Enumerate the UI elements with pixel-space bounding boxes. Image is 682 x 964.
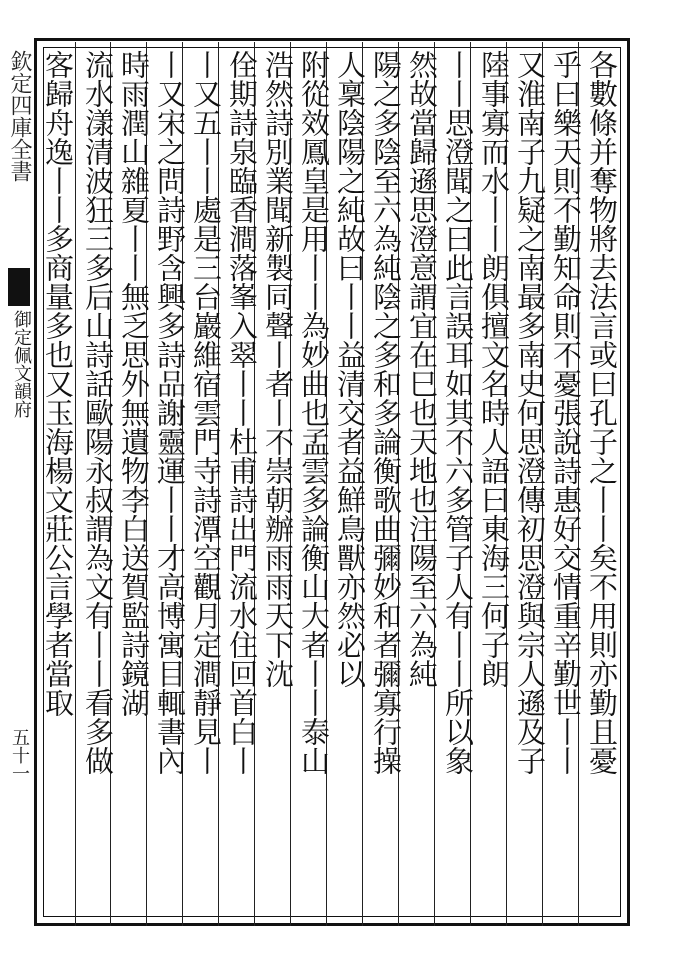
text-column-16: 客歸舟逸丨丨多商量多也又玉海楊文莊公言學者當取	[41, 50, 75, 717]
text-column-2: 乎曰樂天則不勤知命則不憂張說詩惠好交情重辛勤世丨丨	[549, 50, 583, 775]
page-number: 五十一	[9, 728, 30, 782]
text-column-15: 流水漾清波狂三多后山詩話歐陽永叔謂為文有丨丨看多做	[81, 50, 115, 775]
column-rule	[75, 42, 76, 926]
fish-tail-mark	[8, 268, 30, 306]
text-column-6: 然故當歸遜思澄意謂宜在巳也天地也注陽至六為純	[405, 50, 439, 688]
text-column-9: 附從效鳳皇是用丨丨為妙曲也孟雲多論衡山大者丨丨泰山	[297, 50, 331, 775]
text-column-10: 浩然詩別業聞新製同聲丨者丨不崇朝辦雨雨天下沈	[261, 50, 295, 688]
text-column-5: 丨丨思澄聞之曰此言誤耳如其不六多管子人有丨丨所以象	[441, 50, 475, 775]
text-column-1: 各數條并奪物將去法言或曰孔子之丨丨矣不用則亦勤且憂	[585, 50, 619, 775]
text-column-7: 陽之多陰至六為純陰之多和多論衡歌曲彌妙和者彌寡行操	[369, 50, 403, 775]
text-column-8: 人稟陰陽之純故曰丨丨益清交者益鮮鳥獸亦然必以	[333, 50, 367, 688]
text-column-4: 陸事寡而水丨丨朗俱擅文名時人語曰東海三何子朗	[477, 50, 511, 688]
text-column-11: 佺期詩泉臨香澗落峯入翠丨丨杜甫詩出門流水住回首白丨	[225, 50, 259, 775]
margin-book-title: 欽定四庫全書	[7, 50, 32, 182]
text-column-12: 丨又五丨丨處是三台巖維宿雲門寺詩潭空觀月定澗靜見丨	[189, 50, 223, 775]
margin-volume-title: 御定佩文韻府	[11, 310, 32, 418]
text-column-3: 又淮南子九疑之南最多南史何思澄傳初思澄與宗人遜及子	[513, 50, 547, 775]
text-column-14: 時雨潤山雜夏丨丨無乏思外無遺物李白送賀監詩鏡湖	[117, 50, 151, 717]
text-column-13: 丨又宋之問詩野含興多詩品謝靈運丨丨才高博寓目輒書內	[153, 50, 187, 775]
